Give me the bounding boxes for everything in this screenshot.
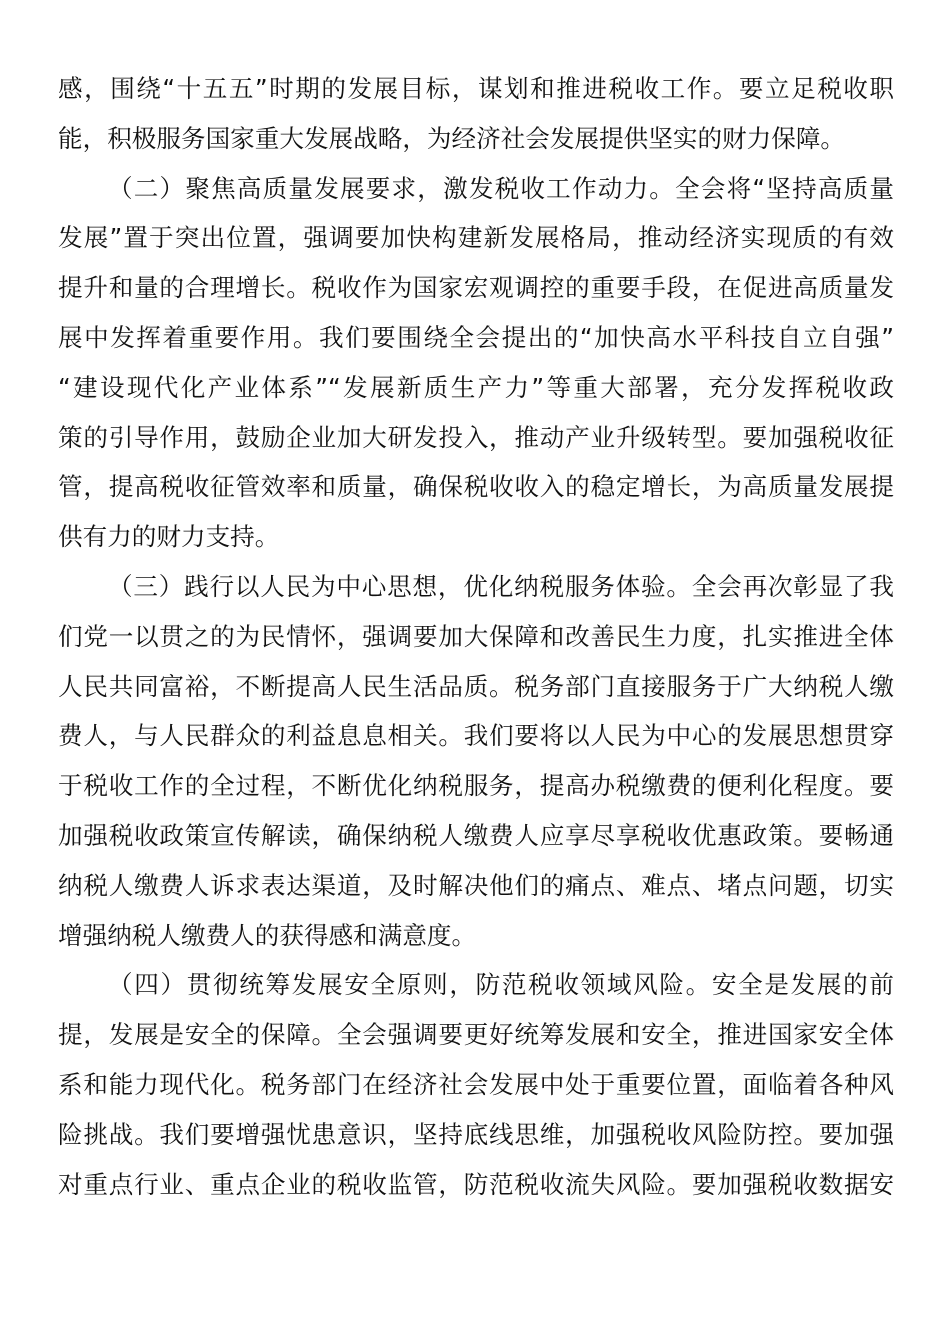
paragraph-section-2 (58, 164, 894, 562)
text-line: 人民共同富裕，不断提高人民生活品质。税务部门直接服务于广大纳税人缴 (58, 671, 894, 701)
section-heading-line: （四）贯彻统筹发展安全原则，防范税收领域风险。安全是发展的前 (108, 970, 894, 1000)
text-line: 感，围绕“十五五”时期的发展目标，谋划和推进税收工作。要立足税收职 (58, 74, 894, 103)
text-line: 系和能力现代化。税务部门在经济社会发展中处于重要位置，面临着各种风 (58, 1069, 894, 1099)
text-line: 策的引导作用，鼓励企业加大研发投入，推动产业升级转型。要加强税收征 (58, 422, 894, 452)
text-line: 们党一以贯之的为民情怀，强调要加大保障和改善民生力度，扎实推进全体 (58, 621, 894, 651)
text-line: 险挑战。我们要增强忧患意识，坚持底线思维，加强税收风险防控。要加强 (58, 1119, 894, 1149)
text-line: “建设现代化产业体系”“发展新质生产力”等重大部署，充分发挥税收政 (58, 372, 894, 402)
text-line: 费人，与人民群众的利益息息相关。我们要将以人民为中心的发展思想贯穿 (58, 721, 894, 751)
text-line: 提升和量的合理增长。税收作为国家宏观调控的重要手段，在促进高质量发 (58, 273, 894, 303)
text-line: 提，发展是安全的保障。全会强调要更好统筹发展和安全，推进国家安全体 (58, 1020, 894, 1050)
text-line: 展中发挥着重要作用。我们要围绕全会提出的“加快高水平科技自立自强” (58, 322, 894, 352)
text-line: 增强纳税人缴费人的获得感和满意度。 (58, 920, 477, 950)
paragraph-section-3 (58, 562, 894, 960)
text-line: 对重点行业、重点企业的税收监管，防范税收流失风险。要加强税收数据安 (58, 1169, 894, 1199)
text-line: 于税收工作的全过程，不断优化纳税服务，提高办税缴费的便利化程度。要 (58, 771, 894, 801)
document-page (58, 64, 894, 1209)
paragraph-section-4 (58, 960, 894, 1209)
text-line: 供有力的财力支持。 (58, 522, 280, 552)
section-heading-line: （三）践行以人民为中心思想，优化纳税服务体验。全会再次彰显了我 (108, 571, 894, 601)
text-line: 发展”置于突出位置，强调要加快构建新发展格局，推动经济实现质的有效 (58, 223, 894, 253)
paragraph-intro-continuation (58, 64, 894, 164)
text-line: 加强税收政策宣传解读，确保纳税人缴费人应享尽享税收优惠政策。要畅通 (58, 820, 894, 850)
text-line: 纳税人缴费人诉求表达渠道，及时解决他们的痛点、难点、堵点问题，切实 (58, 870, 894, 900)
section-heading-line: （二）聚焦高质量发展要求，激发税收工作动力。全会将“坚持高质量 (108, 173, 894, 203)
text-line: 能，积极服务国家重大发展战略，为经济社会发展提供坚实的财力保障。 (58, 123, 846, 153)
text-line: 管，提高税收征管效率和质量，确保税收收入的稳定增长，为高质量发展提 (58, 472, 894, 502)
